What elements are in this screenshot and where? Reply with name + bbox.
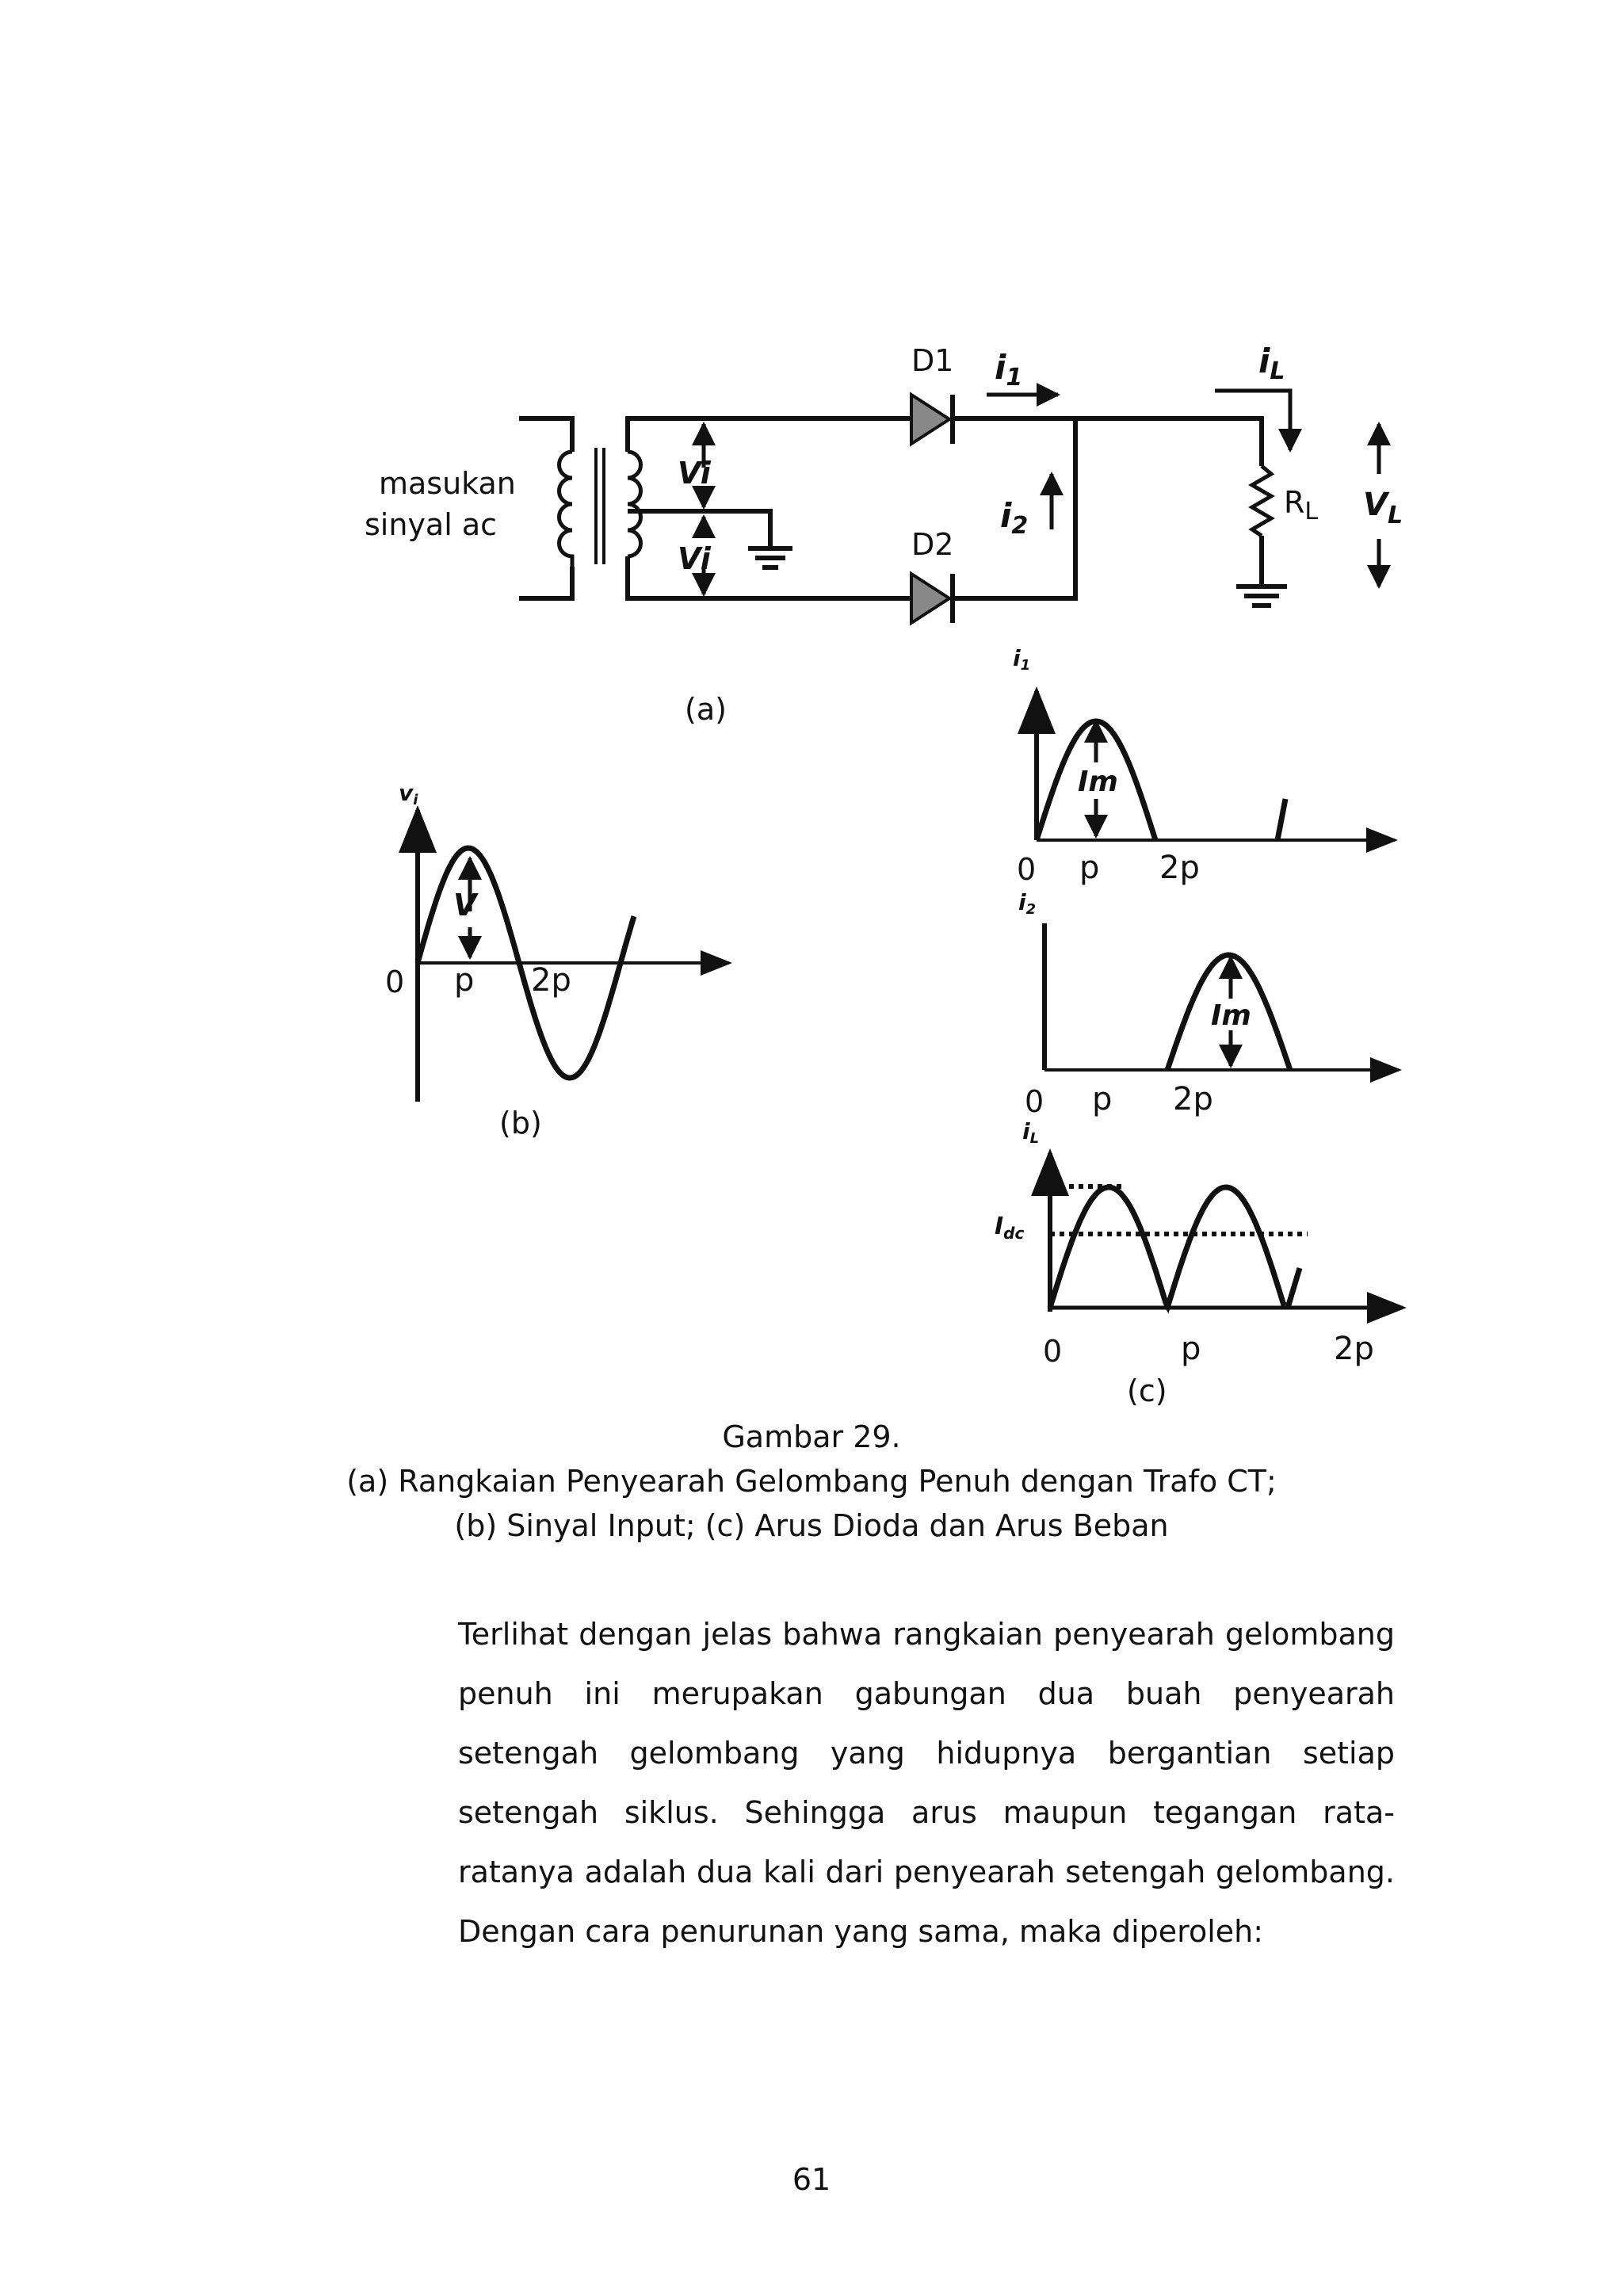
panel-a-label: (a) [685, 692, 727, 727]
secondary-bottom-lead [628, 556, 911, 598]
graph-i2-amplitude-label: Im [1211, 999, 1251, 1032]
graph-iL-idc-label: $I_{dc}$ [995, 1213, 1025, 1243]
page-number: 61 [792, 2162, 831, 2197]
i1-label: i1 [995, 348, 1023, 392]
secondary-coil [628, 452, 641, 556]
d1-label: D1 [911, 343, 954, 378]
graph-b [385, 780, 729, 1140]
graph-i2-y-label: i2 [1018, 889, 1037, 918]
d2-label: D2 [911, 527, 954, 562]
graph-i1-tick-pi: p [1079, 850, 1100, 886]
body-paragraph: Terlihat dengan jelas bahwa rangkaian penyearah gelombang penuh ini merupakan gabungan dua buah penyearah setengah gelombang yang hidupnya bergantian setiap setengah siklus. Sehingga arus maupun tegangan rata-ratanya adalah dua kali dari penyearah setengah gelombang. Dengan cara penurunan yang sama, maka diperoleh: [458, 1617, 1395, 1949]
graph-i2 [1018, 889, 1399, 1119]
diode-d2 [911, 574, 953, 623]
input-label-line2: sinyal ac [365, 507, 498, 542]
circuit-arrows [704, 391, 1379, 594]
center-tap-ground-icon [748, 548, 792, 567]
graph-b-y-label: vi [399, 780, 418, 808]
diode-d1 [911, 395, 953, 444]
input-label-line1: masukan [379, 466, 516, 501]
graph-i2-tick-2pi: 2p [1173, 1081, 1213, 1117]
graph-i1-origin: 0 [1017, 852, 1037, 887]
vl-label: $V_L$ [1363, 487, 1403, 529]
graph-b-origin: 0 [385, 965, 405, 999]
d2-output-wire [953, 418, 1075, 598]
load-top-wire [1075, 418, 1262, 466]
vi-top-label: Vi [678, 456, 711, 491]
load-resistor-icon [1252, 466, 1271, 536]
vi-bottom-label: Vi [678, 541, 711, 576]
load-ground-icon [1236, 586, 1287, 606]
circuit-diagram [519, 395, 1287, 623]
rl-label: $R_L$ [1284, 485, 1319, 525]
graph-i1 [1013, 645, 1395, 887]
i2-label: i2 [1000, 496, 1029, 540]
graph-iL-load-current-wave [1050, 1187, 1285, 1308]
graph-iL-tick-2pi: 2p [1334, 1331, 1374, 1367]
primary-top-lead [519, 418, 572, 452]
graph-iL-y-label: iL [1022, 1118, 1040, 1147]
panel-b-label: (b) [499, 1106, 542, 1140]
primary-coil [559, 452, 573, 567]
graph-i1-y-label: i1 [1013, 645, 1031, 674]
figure-caption-line-bc: (b) Sinyal Input; (c) Arus Dioda dan Arus Beban [454, 1508, 1169, 1543]
graph-i1-tick-2pi: 2p [1159, 850, 1200, 886]
graph-b-amplitude-label: V [453, 888, 477, 923]
primary-bottom-lead [519, 567, 572, 598]
graph-iL-tick-pi: p [1181, 1331, 1201, 1367]
figure-caption-line-a: (a) Rangkaian Penyearah Gelombang Penuh dengan Trafo CT; [346, 1464, 1277, 1499]
secondary-top-lead [628, 418, 911, 452]
graph-iL [995, 1118, 1403, 1408]
panel-c-label: (c) [1127, 1373, 1167, 1408]
graph-i1-amplitude-label: Im [1078, 766, 1118, 798]
graph-b-tick-2pi: 2p [531, 962, 571, 999]
graph-iL-next-pulse [1288, 1268, 1300, 1308]
graph-i1-next-pulse [1277, 799, 1285, 840]
graph-i2-origin: 0 [1025, 1084, 1044, 1119]
figure-caption-title: Gambar 29. [722, 1419, 901, 1454]
graph-i2-tick-pi: p [1092, 1081, 1113, 1117]
graph-b-tick-pi: p [454, 962, 475, 999]
iL-label: iL [1258, 342, 1285, 385]
graph-iL-origin: 0 [1043, 1334, 1063, 1369]
